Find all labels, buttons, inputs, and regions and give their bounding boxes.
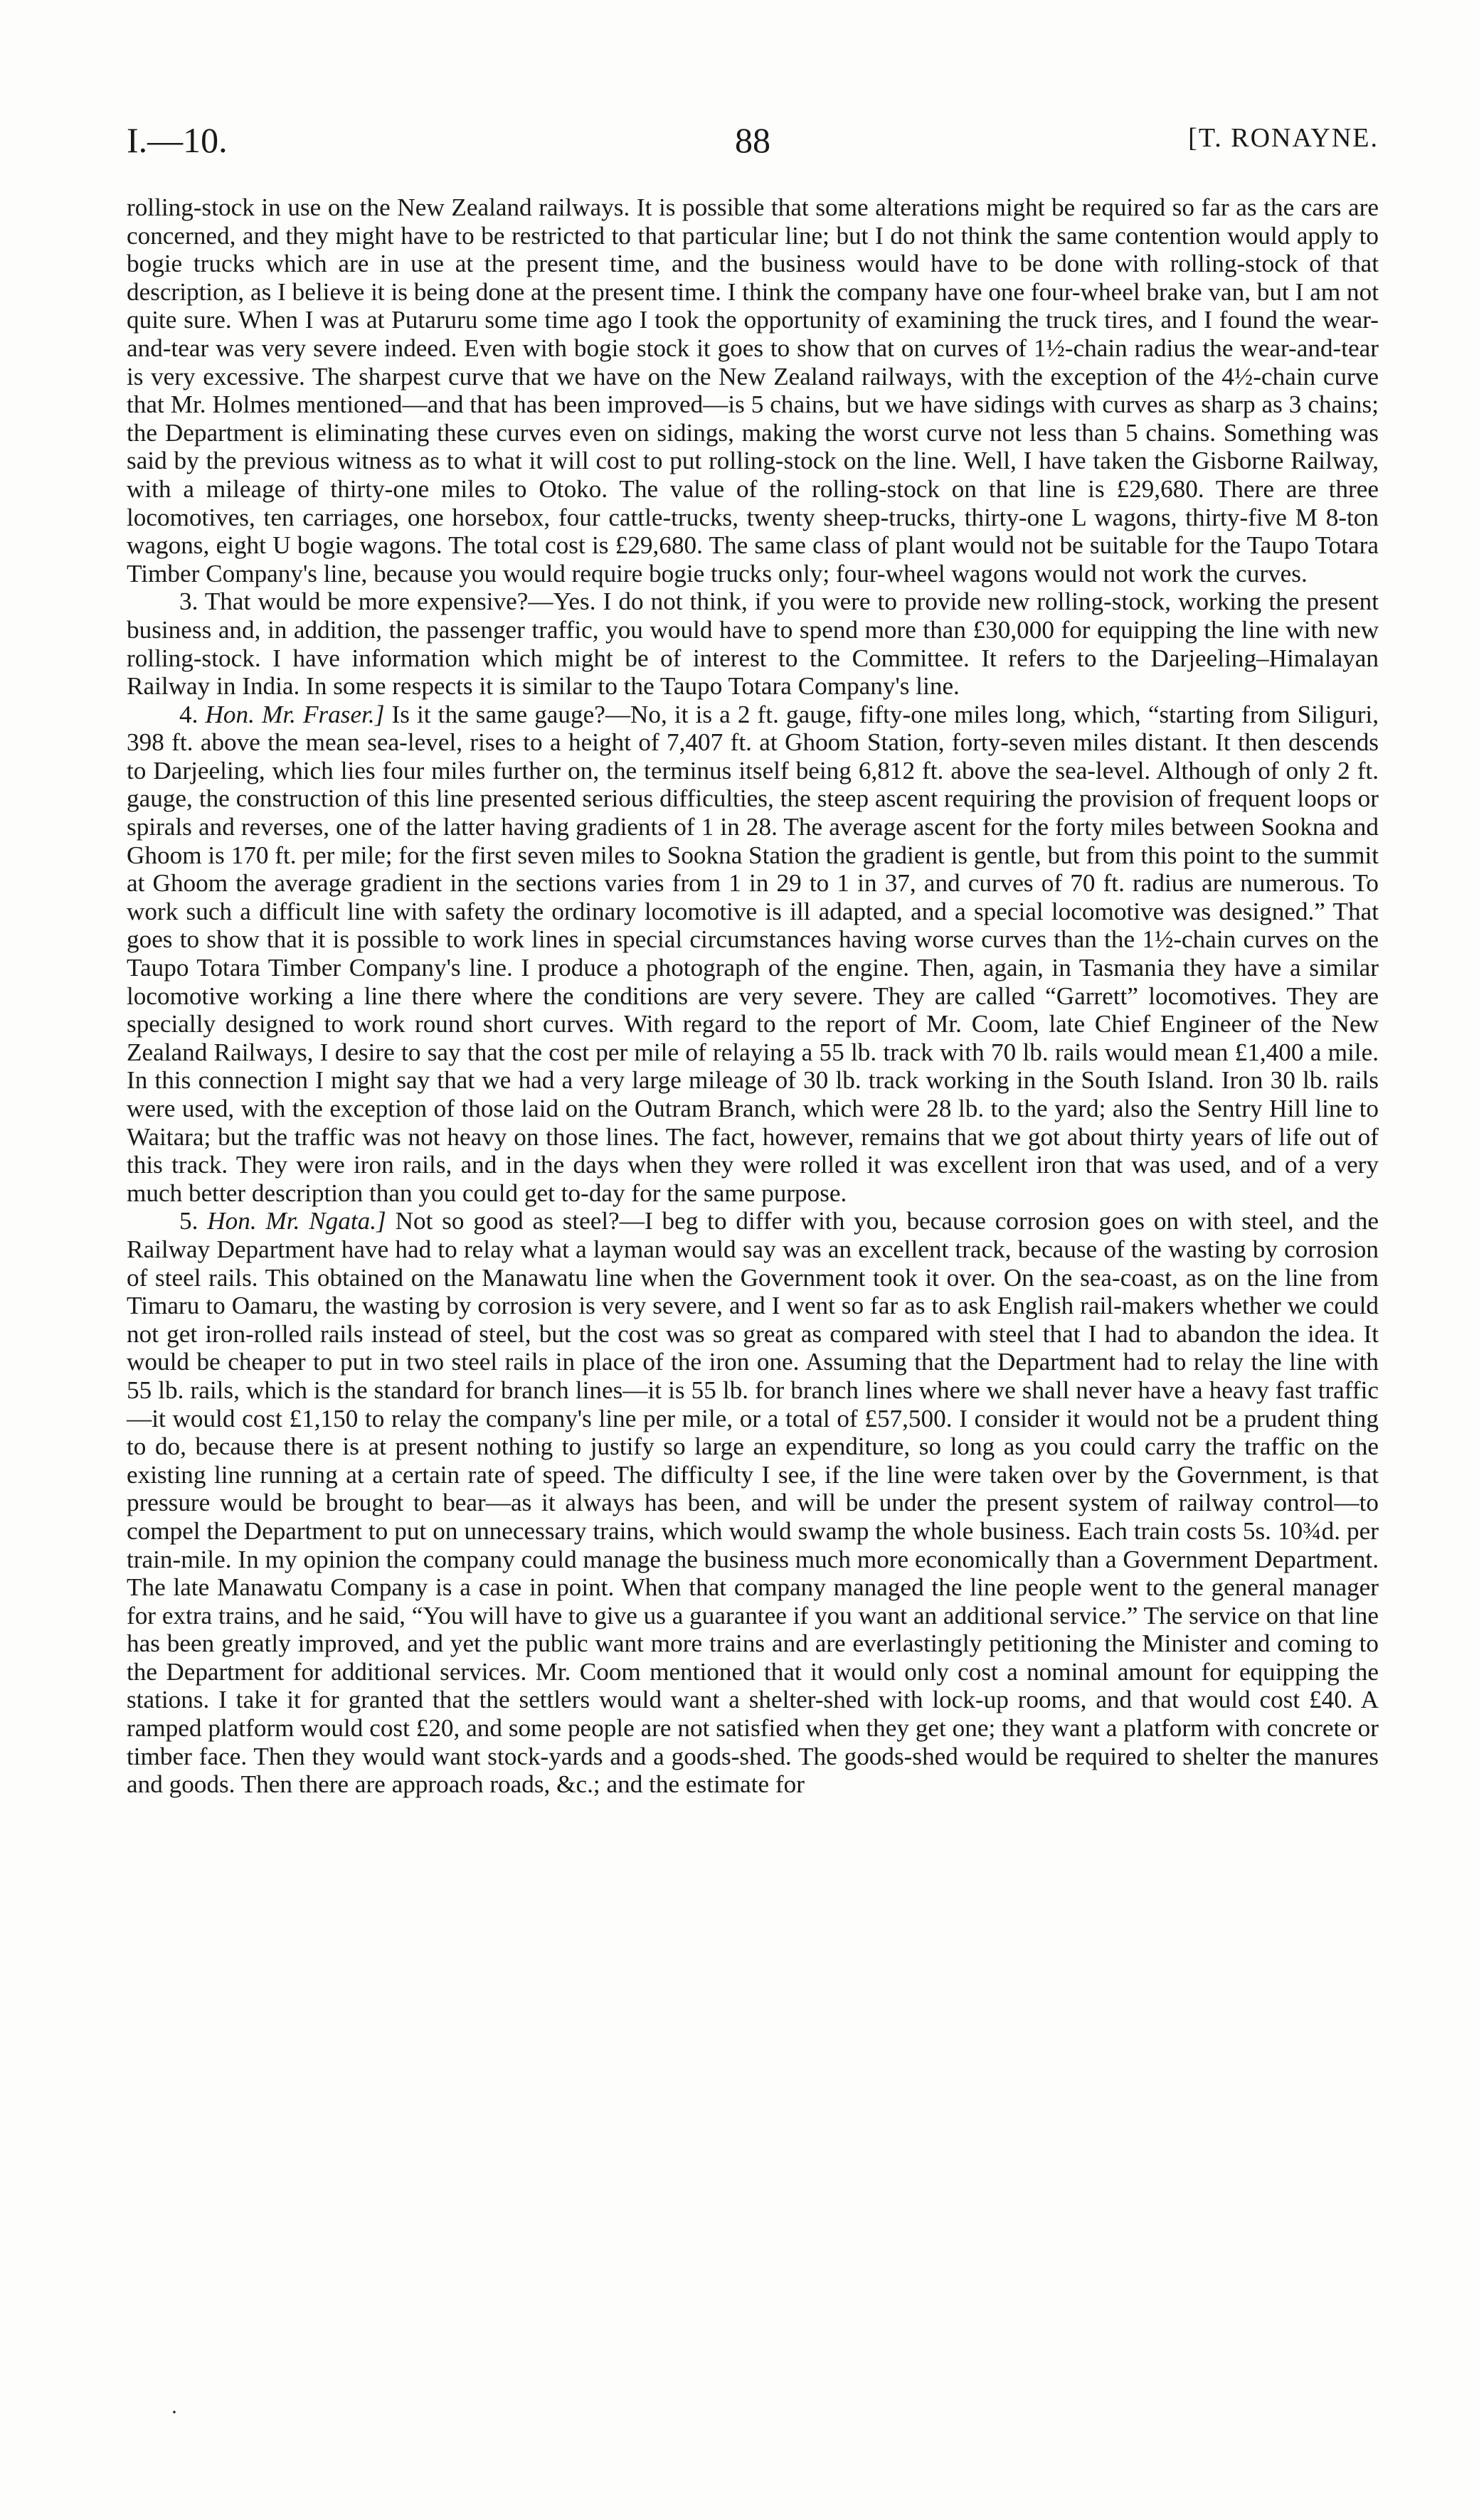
paragraph-text: Is it the same gauge?—No, it is a 2 ft. gauge, fifty-one miles long, which, “starting from Siliguri, 398 ft. above the mean sea-level, rises to a height of 7,407 ft. at Ghoom Station, forty-seven miles distant. It then descends to Darjeeling, which lies four miles further on, the terminus itself being 6,812 ft. above the sea-level. Although of only 2 ft. gauge, the construction of this line presented serious difficulties, the steep ascent requiring the provision of frequent loops or spirals and reverses, one of the latter having gradients of 1 in 28. The average ascent for the forty miles between Sookna and Ghoom is 170 ft. per mile; for the first seven miles to Sookna Station the gradient is gentle, but from this point to the summit at Ghoom the average gradient in the sections varies from 1 in 29 to 1 in 37, and curves of 70 ft. radius are numerous. To work such a difficult line with safety the ordinary locomotive is ill adapted, and a special locomotive was designed.” That goes to show that it is possible to work lines in special circumstances having worse curves than the 1½-chain curves on the Taupo Totara Timber Company's line. I produce a photograph of the engine. Then, again, in Tasmania they have a similar locomotive working a line there where the conditions are very severe. They are called “Garrett” locomotives. They are specially designed to work round short curves. With regard to the report of Mr. Coom, late Chief Engineer of the New Zealand Railways, I desire to say that the cost per mile of relaying a 55 lb. track with 70 lb. rails would mean £1,400 a mile. In this connection I might say that we had a very large mileage of 30 lb. track working in the South Island. Iron 30 lb. rails were used, with the exception of those laid on the Outram Branch, which were 28 lb. to the yard; also the Sentry Hill line to Waitara; but the traffic was not heavy on those lines. The fact, however, remains that we got about thirty years of life out of this track. They were iron rails, and in the days when they were rolled it was excellent iron that was used, and of a very much better description than you could get to-day for the same purpose. [127,700,1379,1207]
speaker-name: Hon. Mr. Ngata.] [207,1207,386,1235]
paragraph-question-5 [127,1207,1379,1798]
paragraph-text: 3. That would be more expensive?—Yes. I do not think, if you were to provide new rolling-stock, working the present business and, in addition, the passenger traffic, you would have to spend more than £30,000 for equipping the line with new rolling-stock. I have information which might be of interest to the Committee. It refers to the Darjeeling–Himalayan Railway in India. In some respects it is similar to the Taupo Totara Company's line. [127,588,1379,701]
witness-name: [T. RONAYNE. [1188,123,1379,153]
body-text [127,193,1379,1799]
question-number: 4. [179,700,198,728]
question-number: 5. [179,1207,198,1235]
paragraph-text: Not so good as steel?—I beg to differ with you, because corrosion goes on with steel, and the Railway Department have had to relay what a layman would say was an excellent track, because of the wasting by corrosion of steel rails. This obtained on the Manawatu line when the Government took it over. On the sea-coast, as on the line from Timaru to Oamaru, the wasting by corrosion is very severe, and I went so far as to ask English rail-makers whether we could not get iron-rolled rails instead of steel, but the cost was so great as compared with steel that I had to abandon the idea. It would be cheaper to put in two steel rails in place of the iron one. Assuming that the Department had to relay the line with 55 lb. rails, which is the standard for branch lines—it is 55 lb. for branch lines where we shall never have a heavy fast traffic—it would cost £1,150 to relay the company's line per mile, or a total of £57,500. I consider it would not be a prudent thing to do, because there is at present nothing to justify so large an expenditure, so long as you could carry the traffic on the existing line running at a certain rate of speed. The difficulty I see, if the line were taken over by the Government, is that pressure would be brought to bear—as it always has been, and will be under the present system of railway control—to compel the Department to put on unnecessary trains, which would swamp the whole business. Each train costs 5s. 10¾d. per train-mile. In my opinion the company could manage the business much more economically than a Government Department. The late Manawatu Company is a case in point. When that company managed the line people went to the general manager for extra trains, and he said, “You will have to give us a guarantee if you want an additional service.” The service on that line has been greatly improved, and yet the public want more trains and are everlastingly petitioning the Minister and coming to the Department for additional services. Mr. Coom mentioned that it would only cost a nominal amount for equipping the stations. I take it for granted that the settlers would want a shelter-shed with lock-up rooms, and that would cost £40. A ramped platform would cost £20, and some people are not satisfied when they get one; they want a platform with concrete or timber face. Then they would want stock-yards and a goods-shed. The goods-shed would be required to shelter the manures and goods. Then there are approach roads, &c.; and the estimate for [127,1207,1379,1799]
paragraph-continuation [127,193,1379,588]
page-number: 88 [735,120,770,160]
page-header [127,119,1379,169]
paragraph-question-4 [127,701,1379,1208]
speaker-name: Hon. Mr. Fraser.] [205,700,385,728]
paragraph-text: rolling-stock in use on the New Zealand railways. It is possible that some alterations might be required so far as the cars are concerned, and they might have to be restricted to that particular line; but I do not think the same contention would apply to bogie trucks which are in use at the present time, and the business would have to be done with rolling-stock of that description, as I believe it is being done at the present time. I think the company have one four-wheel brake van, but I am not quite sure. When I was at Putaruru some time ago I took the opportunity of examining the truck tires, and I found the wear-and-tear was very severe indeed. Even with bogie stock it goes to show that on curves of 1½-chain radius the wear-and-tear is very excessive. The sharpest curve that we have on the New Zealand railways, with the exception of the 4½-chain curve that Mr. Holmes mentioned—and that has been improved—is 5 chains, but we have sidings with curves as sharp as 3 chains; the Department is eliminating these curves even on sidings, making the worst curve not less than 5 chains. Something was said by the previous witness as to what it will cost to put rolling-stock on the line. Well, I have taken the Gisborne Railway, with a mileage of thirty-one miles to Otoko. The value of the rolling-stock on that line is £29,680. There are three locomotives, ten carriages, one horsebox, four cattle-trucks, twenty sheep-trucks, thirty-one L wagons, thirty-five M 8-ton wagons, eight U bogie wagons. The total cost is £29,680. The same class of plant would not be suitable for the Taupo Totara Timber Company's line, because you would require bogie trucks only; four-wheel wagons would not work the curves. [127,193,1379,588]
print-speck: · [171,2401,178,2424]
paragraph-question-3 [127,588,1379,700]
section-reference: I.—10. [127,120,228,160]
